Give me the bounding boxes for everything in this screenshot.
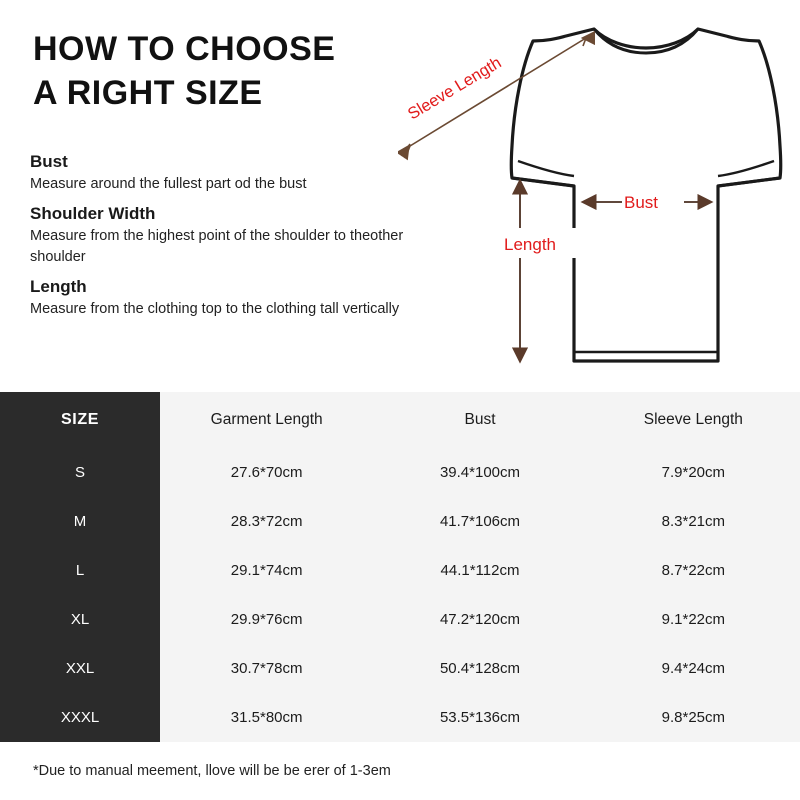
table-header-size: SIZE xyxy=(61,411,99,428)
definition-term-bust: Bust xyxy=(30,152,68,171)
table-row: XL xyxy=(70,611,90,628)
table-row: 7.9*20cm xyxy=(661,464,725,481)
table-row: XXXL xyxy=(60,709,100,726)
table-header-sleeve-length: Sleeve Length xyxy=(643,411,743,428)
sleeve-length-label: Sleeve Length xyxy=(404,53,505,124)
measurement-definitions xyxy=(30,152,410,320)
size-table-grid xyxy=(0,392,800,742)
top-section xyxy=(0,0,800,392)
page-title xyxy=(33,28,335,115)
definition-desc-length: Measure from the clothing top to the clothing tall vertically xyxy=(30,301,400,318)
table-row: 44.1*112cm xyxy=(440,562,520,579)
table-row: L xyxy=(75,562,85,579)
table-row: 9.4*24cm xyxy=(661,660,725,677)
table-row: 9.1*22cm xyxy=(661,611,725,628)
table-header-bust: Bust xyxy=(464,411,496,428)
table-header-garment-length: Garment Length xyxy=(210,411,323,428)
table-row: M xyxy=(73,513,87,530)
table-row: XXL xyxy=(65,660,95,677)
table-row: 31.5*80cm xyxy=(230,709,303,726)
definition-term-shoulder-width: Shoulder Width xyxy=(30,204,156,224)
definition-term-length: Length xyxy=(30,277,87,297)
table-row: 50.4*128cm xyxy=(439,660,521,677)
table-row: 41.7*106cm xyxy=(439,513,521,530)
page-title-line2: A RIGHT SIZE xyxy=(33,73,263,112)
table-row: 27.6*70cm xyxy=(230,464,303,481)
length-label: Length xyxy=(504,235,556,254)
bust-label: Bust xyxy=(624,193,659,212)
table-row: 8.7*22cm xyxy=(661,562,725,579)
table-row: 29.9*76cm xyxy=(230,611,303,628)
table-row: 9.8*25cm xyxy=(661,709,725,726)
table-row: 47.2*120cm xyxy=(439,611,521,628)
table-row: 30.7*78cm xyxy=(230,660,303,677)
table-row: 39.4*100cm xyxy=(439,464,521,481)
definition-desc-bust: Measure around the fullest part od the bust xyxy=(30,176,307,192)
table-row: 29.1*74cm xyxy=(230,562,303,579)
definition-desc-shoulder-width: Measure from the highest point of the shoulder to theother shoulder xyxy=(30,228,404,266)
table-row: 8.3*21cm xyxy=(661,513,725,530)
table-row: S xyxy=(74,464,85,481)
size-table xyxy=(0,392,800,742)
table-row: 28.3*72cm xyxy=(230,513,303,530)
footnote: *Due to manual meement, llove will be be erer of 1-3em xyxy=(0,742,800,800)
tshirt-diagram xyxy=(398,16,788,376)
table-row: 53.5*136cm xyxy=(439,709,521,726)
page-title-line1: HOW TO CHOOSE xyxy=(33,30,336,68)
